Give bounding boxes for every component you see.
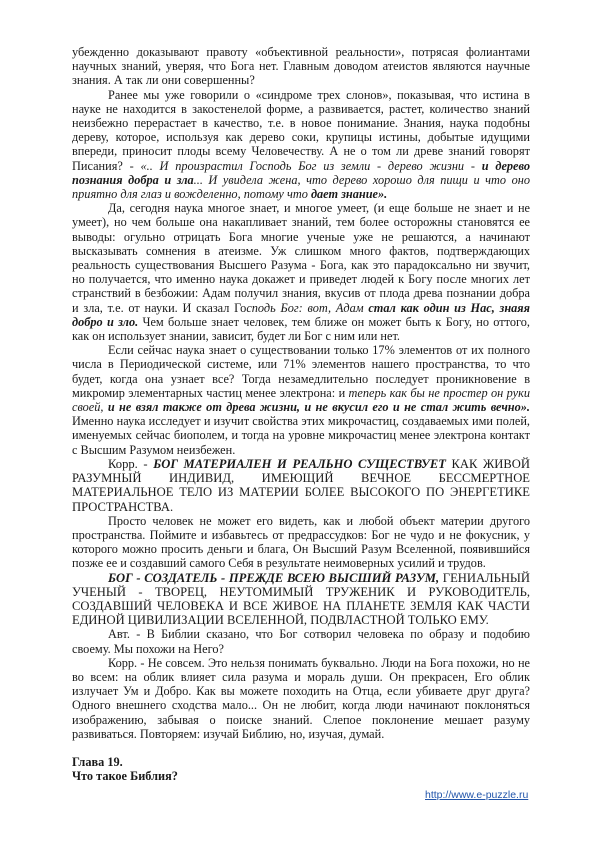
document-page [72,45,530,784]
text-segment: Просто человек не может его видеть, как и любой объект материи другого пространства. Поймите и избавьтесь от предрассудков: Бог не чудо и не фокусник, у которого можно просить деньги и блага, Он Высший Разум Вселенной, появившийся позже ее и создавший самого Себя в результате неимоверных усилий и трудов. [72,513,530,571]
paragraph-author-question [72,627,530,655]
emphasis-statement: БОГ - СОЗДАТЕЛЬ - ПРЕЖДЕ ВСЕЮ ВЫСШИЙ РАЗУМ, [108,570,440,585]
spacer [72,741,530,755]
text-segment: КАК ЖИВОЙ РАЗУМНЫЙ ИНДИВИД, ИМЕЮЩИЙ ВЕЧНОЕ БЕССМЕРТНОЕ МАТЕРИАЛЬНОЕ ТЕЛО ИЗ МАТЕРИИ БОЛЕЕ ВЫСОКОГО ПО ЭНЕРГЕТИКЕ ПРОСТРАНСТВА. [72,456,530,514]
chapter-title: Что такое Библия? [72,769,178,784]
scripture-quote-emphasis: и дерево познания добра и зла [72,158,531,187]
paragraph-science-knows [72,201,530,343]
text-segment: ГЕНИАЛЬНЫЙ УЧЕНЫЙ - ТВОРЕЦ, НЕУТОМИМЫЙ ТРУЖЕНИК И РУКОВОДИТЕЛЬ, СОЗДАВШИЙ ЧЕЛОВЕКА И ВСЕ ЖИВОЕ НА ПЛАНЕТЕ ЗЕМЛЯ КАК ЧАСТИ ЕДИНОЙ ЦИВИЛИЗАЦИИ ВСЕЛЕННОЙ, ПОДВЛАСТНОЙ ТОЛЬКО ЕМУ. [72,570,530,628]
scripture-quote-emphasis: дает знание». [310,187,388,202]
scripture-quote: сподь Бог: вот, Адам [246,300,369,315]
text-segment: Да, сегодня наука многое знает, и многое умеет, (и еще больше не знает и не умеет), но чем больше она накапливает знаний, тем более осторожны становятся ее выводы: огульно отрицать Бога многие ученые уже не решаются, а начинают высказывать сомнения в атеизме. Уж слишком много фактов, подтверждающих реальность существования Высшего Разума - Бога, как это парадоксально ни звучит, но получается, что именно наука докажет и приведет людей к Богу после многих лет странствий в безбожии: Адам получил знания, вкусив от плода древа познании добра и зла, т.е. от науки. И сказал Го [72,201,530,315]
scripture-quote: теперь как бы не простер он руки своей, [72,385,530,415]
paragraph-periodic-system [72,343,530,457]
text-segment: Ранее мы уже говорили о «синдроме трех слонов», показывая, что истина в науке не находится в закостенелой форме, а развивается, растет, количество знаний неизбежно перерастает в качество, т.е. в новое понимание. Знания, наука подобны дереву, которое, используя как дерево соки, крупицы истины, добытые идущими впереди, приносит плоды всему Человечеству. А не о том ли древе знаний говорят Писания? - [72,87,530,173]
scripture-quote: ... И увидела жена, что дерево хорошо для пищи и что оно приятно для глаз и вожделенно, потому что [72,172,530,202]
text-segment: Если сейчас наука знает о существовании только 17% элементов от их полного числа в Периодической системе, или 71% элементов нашего пространства, то что будет, когда она узнает все? Тогда незамедлительно последует проникновение в микромир элементарных частиц менее электрона: и [72,343,530,400]
scripture-quote-emphasis: стал как один из Нас, знаяя добро и зло. [72,300,530,329]
text-segment: Корр. - Не совсем. Это нельзя понимать буквально. Люди на Бога похожи, но не во всем: на облик влияет сила разума и мораль души. Он прекрасен, Его облик излучает Ум и Добро. Как вы можете походить на Отца, если убиваете друг друга? Одного внешнего сходства мало... Он не любит, когда люди начинают поклоняться изображению, забывая о поиске знаний. Слепое поклонение мешает разуму развиваться. Повторяем: изучай Библию, но, изучая, думай. [72,655,530,741]
paragraph-god-creator [72,571,530,628]
scripture-quote: «.. И произрастил Господь Бог из земли - дерево жизни - [140,158,482,173]
chapter-heading [72,755,530,784]
text-segment: Чем больше знает человек, тем ближе он может быть к Богу, но оттого, как он использует знании, зависит, будет ли Бог с ним или нет. [72,314,530,344]
text-segment: Именно наука исследует и изучит свойства этих микрочастиц, создаваемых ими полей, именуемых сейчас биополем, и тогда на уровне микрочастиц менее электрона контакт с Высшим Разумом неизбежен. [72,414,530,457]
text-segment: убежденно доказывают правоту «объективной реальности», потрясая фолиантами научных знаний, уверяя, что Бога нет. Главным доводом атеистов являются научные знания. А так ли они совершенны? [72,45,530,88]
text-segment: Авт. - В Библии сказано, что Бог сотворил человека по образу и подобию своему. Мы похожи на Него? [72,627,530,656]
paragraph-tree-of-knowledge [72,88,530,202]
scripture-quote-emphasis: и не взял также от древа жизни, и не вкусил его и не стал жить вечно». [107,400,530,415]
paragraph-correspondent-answer [72,656,530,741]
footer-website-link[interactable]: http://www.e-puzzle.ru [425,789,529,801]
paragraph-continuation [72,45,530,88]
text-segment: Корр. - [108,456,154,471]
paragraph-god-is-material [72,457,530,514]
emphasis-statement: БОГ МАТЕРИАЛЕН И РЕАЛЬНО СУЩЕСТВУЕТ [153,456,446,471]
chapter-number: Глава 19. [72,754,123,769]
paragraph-cannot-see [72,514,530,571]
